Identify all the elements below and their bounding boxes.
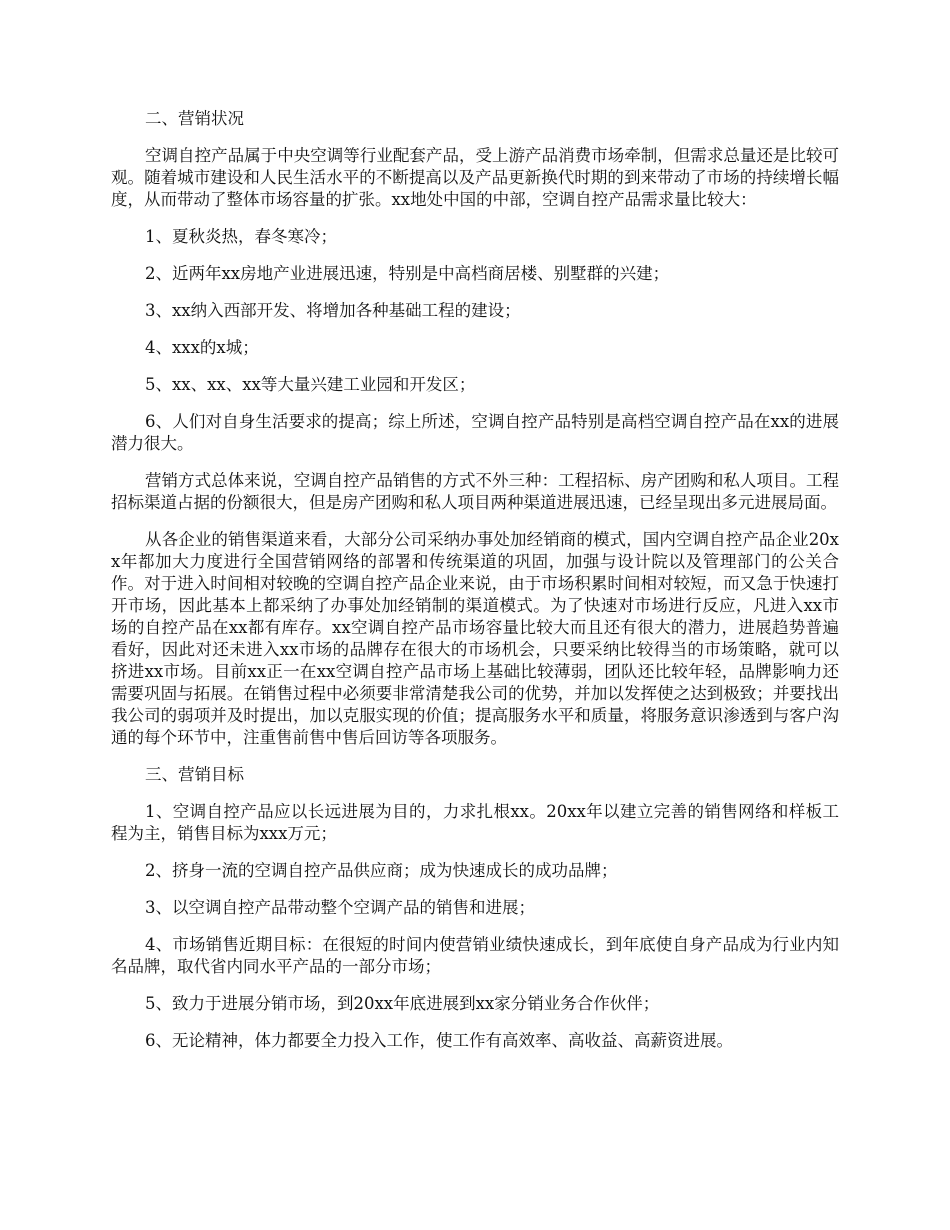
- paragraph-market-overview: 空调自控产品属于中央空调等行业配套产品，受上游产品消费市场牵制，但需求总量还是比较可观。随着城市建设和人民生活水平的不断提高以及产品更新换代时期的到来带动了市场的持续增长幅度，从而带动了整体市场容量的扩张。xx地处中国的中部，空调自控产品需求量比较大：: [111, 146, 839, 209]
- list-item: 1、空调自控产品应以长远进展为目的，力求扎根xx。20xx年以建立完善的销售网络和样板工程为主，销售目标为xxx万元；: [111, 802, 839, 843]
- list-item: 4、市场销售近期目标：在很短的时间内使营销业绩快速成长，到年底使自身产品成为行业内知名品牌，取代省内同水平产品的一部分市场；: [111, 935, 839, 976]
- list-item: 6、无论精神，体力都要全力投入工作，使工作有高效率、高收益、高薪资进展。: [145, 1031, 733, 1050]
- section-heading-marketing-status: 二、营销状况: [145, 109, 244, 128]
- document-page: [111, 108, 839, 1067]
- list-item: 5、致力于进展分销市场，到20xx年底进展到xx家分销业务合作伙伴；: [145, 994, 660, 1013]
- list-item: 6、人们对自身生活要求的提高；综上所述，空调自控产品特别是高档空调自控产品在xx的进展潜力很大。: [111, 412, 839, 453]
- list-item: 3、以空调自控产品带动整个空调产品的销售和进展；: [145, 898, 535, 917]
- list-item: 3、xx纳入西部开发、将增加各种基础工程的建设；: [145, 301, 521, 320]
- section-heading-marketing-goals: 三、营销目标: [145, 765, 244, 784]
- paragraph-sales-channels: 从各企业的销售渠道来看，大部分公司采纳办事处加经销商的模式，国内空调自控产品企业20xx年都加大力度进行全国营销网络的部署和传统渠道的巩固，加强与设计院以及管理部门的公关合作。对于进入时间相对较晚的空调自控产品企业来说，由于市场积累时间相对较短，而又急于快速打开市场，因此基本上都采纳了办事处加经销制的渠道模式。为了快速对市场进行反应，凡进入xx市场的自控产品在xx都有库存。xx空调自控产品市场容量比较大而且还有很大的潜力，进展趋势普遍看好，因此对还未进入xx市场的品牌存在很大的市场机会，只要采纳比较得当的市场策略，就可以挤进xx市场。目前xx正一在xx空调自控产品市场上基础比较薄弱，团队还比较年轻，品牌影响力还需要巩固与拓展。在销售过程中必须要非常清楚我公司的优势，并加以发挥使之达到极致；并要找出我公司的弱项并及时提出，加以克服实现的价值；提高服务水平和质量，将服务意识渗透到与客户沟通的每个环节中，注重售前售中售后回访等各项服务。: [111, 530, 839, 747]
- list-item: 5、xx、xx、xx等大量兴建工业园和开发区；: [145, 375, 476, 394]
- list-item: 1、夏秋炎热，春冬寒冷；: [145, 227, 337, 246]
- paragraph-marketing-methods: 营销方式总体来说，空调自控产品销售的方式不外三种：工程招标、房产团购和私人项目。工程招标渠道占据的份额很大，但是房产团购和私人项目两种渠道进展迅速，已经呈现出多元进展局面。: [111, 471, 839, 512]
- list-item: 4、xxx的x城；: [145, 338, 259, 357]
- list-item: 2、挤身一流的空调自控产品供应商；成为快速成长的成功品牌；: [145, 861, 618, 880]
- list-item: 2、近两年xx房地产业进展迅速，特别是中高档商居楼、别墅群的兴建；: [145, 264, 670, 283]
